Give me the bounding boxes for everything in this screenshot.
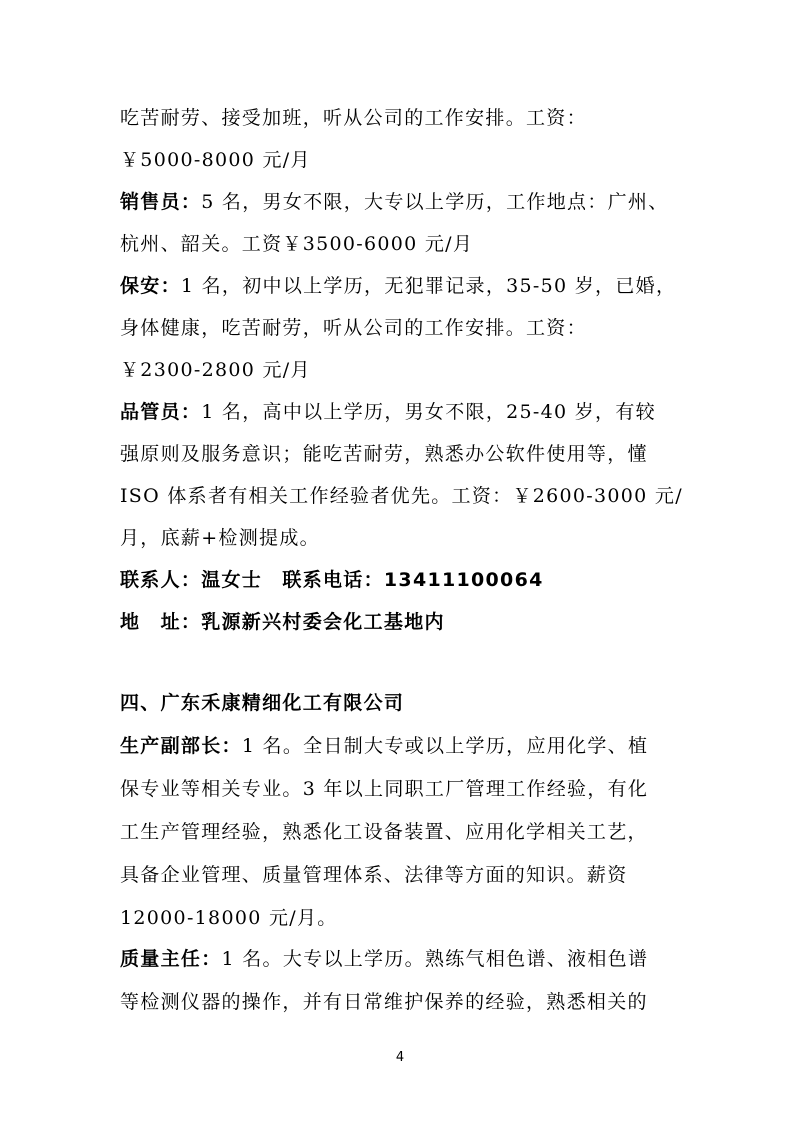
- line-text: 具备企业管理、质量管理体系、法律等方面的知识。薪资: [120, 864, 628, 886]
- line-text: 保专业等相关专业。3 年以上同职工厂管理工作经验，有化: [120, 778, 649, 800]
- text-line: [120, 905, 690, 931]
- line-text: 吃苦耐劳、接受加班，听从公司的工作安排。工资：: [120, 107, 587, 129]
- address-label: 地 址：乳源新兴村委会化工基地内: [120, 611, 445, 633]
- text-line: [120, 399, 690, 425]
- line-text: ￥2300-2800 元/月: [120, 359, 311, 381]
- text-line: [120, 105, 690, 131]
- line-text: 身体健康，吃苦耐劳，听从公司的工作安排。工资：: [120, 317, 587, 339]
- text-line: [120, 147, 690, 173]
- text-line: [120, 231, 690, 257]
- contact-line: [120, 567, 690, 593]
- page-number: 4: [395, 1050, 405, 1065]
- line-label: 生产副部长：: [120, 735, 242, 757]
- text-line: [120, 315, 690, 341]
- line-text: 月，底薪+检测提成。: [120, 527, 320, 549]
- line-text: 1 名。全日制大专或以上学历，应用化学、植: [241, 735, 649, 757]
- text-line: [120, 989, 690, 1015]
- text-line: [120, 733, 690, 759]
- line-text: 强原则及服务意识；能吃苦耐劳，熟悉办公软件使用等，懂: [120, 443, 648, 465]
- line-label: 质量主任：: [120, 948, 222, 970]
- text-line: [120, 483, 690, 509]
- line-text: 5 名，男女不限，大专以上学历，工作地点：广州、: [201, 191, 669, 213]
- section-title: 四、广东禾康精细化工有限公司: [120, 692, 405, 714]
- contact-label: 联系人：温女士 联系电话：13411100064: [120, 569, 544, 591]
- line-text: 1 名。大专以上学历。熟练气相色谱、液相色谱: [221, 948, 649, 970]
- line-text: 杭州、韶关。工资￥3500-6000 元/月: [120, 233, 474, 255]
- address-line: [120, 609, 690, 635]
- text-line: [120, 776, 690, 802]
- section-heading: [120, 690, 690, 716]
- text-line: [120, 525, 690, 551]
- line-text: ISO 体系者有相关工作经验者优先。工资：￥2600-3000 元/: [120, 485, 683, 507]
- text-line: [120, 862, 690, 888]
- line-text: 等检测仪器的操作，并有日常维护保养的经验，熟悉相关的: [120, 991, 648, 1013]
- line-text: ￥5000-8000 元/月: [120, 149, 311, 171]
- text-line: [120, 357, 690, 383]
- line-text: 12000-18000 元/月。: [120, 907, 338, 929]
- line-label: 品管员：: [120, 401, 202, 423]
- text-line: [120, 441, 690, 467]
- line-text: 1 名，初中以上学历，无犯罪记录，35-50 岁，已婚，: [180, 275, 677, 297]
- text-line: [120, 946, 690, 972]
- text-line: [120, 273, 690, 299]
- line-label: 销售员：: [120, 191, 202, 213]
- text-line: [120, 189, 690, 215]
- line-text: 工生产管理经验，熟悉化工设备装置、应用化学相关工艺，: [120, 821, 648, 843]
- line-text: 1 名，高中以上学历，男女不限，25-40 岁，有较: [201, 401, 656, 423]
- text-line: [120, 819, 690, 845]
- line-label: 保安：: [120, 275, 181, 297]
